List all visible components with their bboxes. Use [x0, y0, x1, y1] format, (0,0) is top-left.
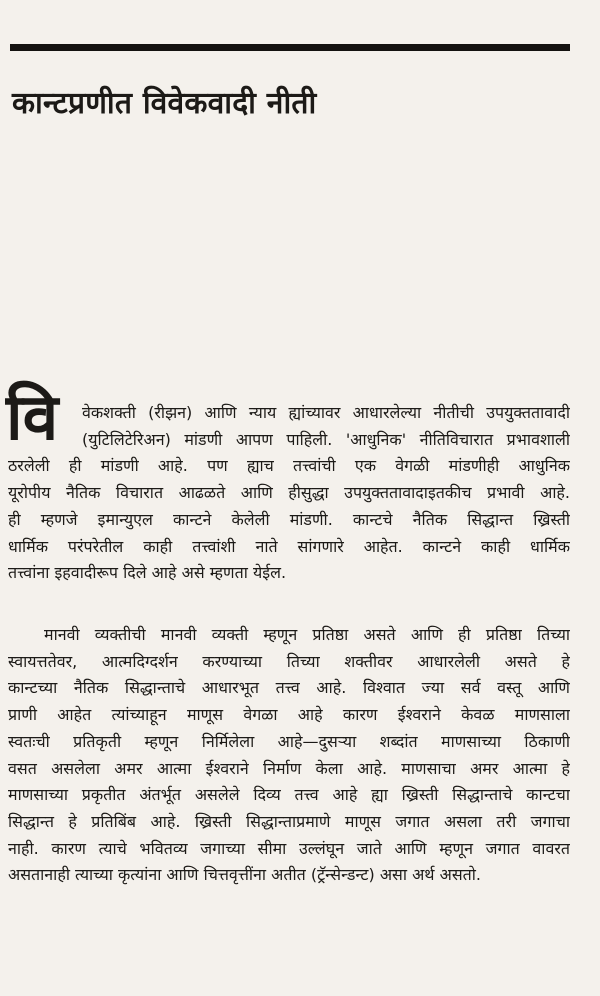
paragraph-2 [8, 622, 570, 889]
paragraph-line: तत्त्वांना इहवादीरूप दिले आहे असे म्हणता येईल. [8, 563, 287, 583]
paragraph-line: असतानाही त्याच्या कृत्यांना आणि चित्तवृत्तींना अतीत (ट्रॅन्सेन्डन्ट) असा अर्थ असतो. [8, 865, 482, 885]
paragraph-line: धार्मिक परंपरेतील काही तत्त्वांशी नाते सांगणारे आहेत. कान्टने काही धार्मिक [8, 536, 570, 556]
paragraph-line: वसत असलेला अमर आत्मा ईश्वराने निर्माण केला आहे. माणसाचा अमर आत्मा हे [8, 758, 570, 778]
paragraph-line: माणसाच्या प्रकृतीत अंतर्भूत असलेले दिव्य तत्त्व आहे ह्या ख्रिस्ती सिद्धान्ताचे कान्टचा [8, 785, 570, 805]
paragraph-line: स्वतःची प्रतिकृती म्हणून निर्मिलेला आहे—दुसऱ्या शब्दांत माणसाच्या ठिकाणी [8, 731, 570, 751]
chapter-heading: कान्टप्रणीत विवेकवादी नीती [12, 86, 317, 121]
paragraph-line: कान्टच्या नैतिक सिद्धान्ताचे आधारभूत तत्त्व आहे. विश्वात ज्या सर्व वस्तू आणि [8, 678, 570, 698]
paragraph-line: ठरलेली ही मांडणी आहे. पण ह्याच तत्त्वांची एक वेगळी मांडणीही आधुनिक [8, 456, 570, 476]
top-rule [10, 44, 570, 51]
drop-cap: वि [6, 381, 59, 455]
paragraph-line: प्राणी आहेत त्यांच्याहून माणूस वेगळा आहे कारण ईश्वराने केवळ माणसाला [8, 705, 570, 725]
paragraph-line: नाही. कारण त्याचे भवितव्य जगाच्या सीमा उल्लंघून जाते आणि म्हणून जगात वावरत [8, 838, 570, 858]
paragraph-1 [8, 400, 570, 587]
paragraph-line: ही म्हणजे इमान्युएल कान्टने केलेली मांडणी. कान्टचे नैतिक सिद्धान्त ख्रिस्ती [8, 509, 570, 529]
paragraph-line: वेकशक्ती (रीझन) आणि न्याय ह्यांच्यावर आधारलेल्या नीतीची उपयुक्ततावादी [82, 403, 570, 422]
paragraph-line: (युटिलिटेरिअन) मांडणी आपण पाहिली. 'आधुनिक' नीतिविचारात प्रभावशाली [82, 429, 570, 449]
paragraph-line: स्वायत्ततेवर, आत्मदिग्दर्शन करण्याच्या तिच्या शक्तीवर आधारलेली असते हे [8, 651, 570, 671]
paragraph-line: सिद्धान्त हे प्रतिबिंब आहे. ख्रिस्ती सिद्धान्ताप्रमाणे माणूस जगात असला तरी जगाचा [8, 811, 570, 831]
paragraph-line: यूरोपीय नैतिक विचारात आढळते आणि हीसुद्धा उपयुक्ततावादाइतकीच प्रभावी आहे. [8, 483, 570, 503]
paragraph-line: मानवी व्यक्तीची मानवी व्यक्ती म्हणून प्रतिष्ठा असते आणि ही प्रतिष्ठा तिच्या [44, 625, 570, 644]
